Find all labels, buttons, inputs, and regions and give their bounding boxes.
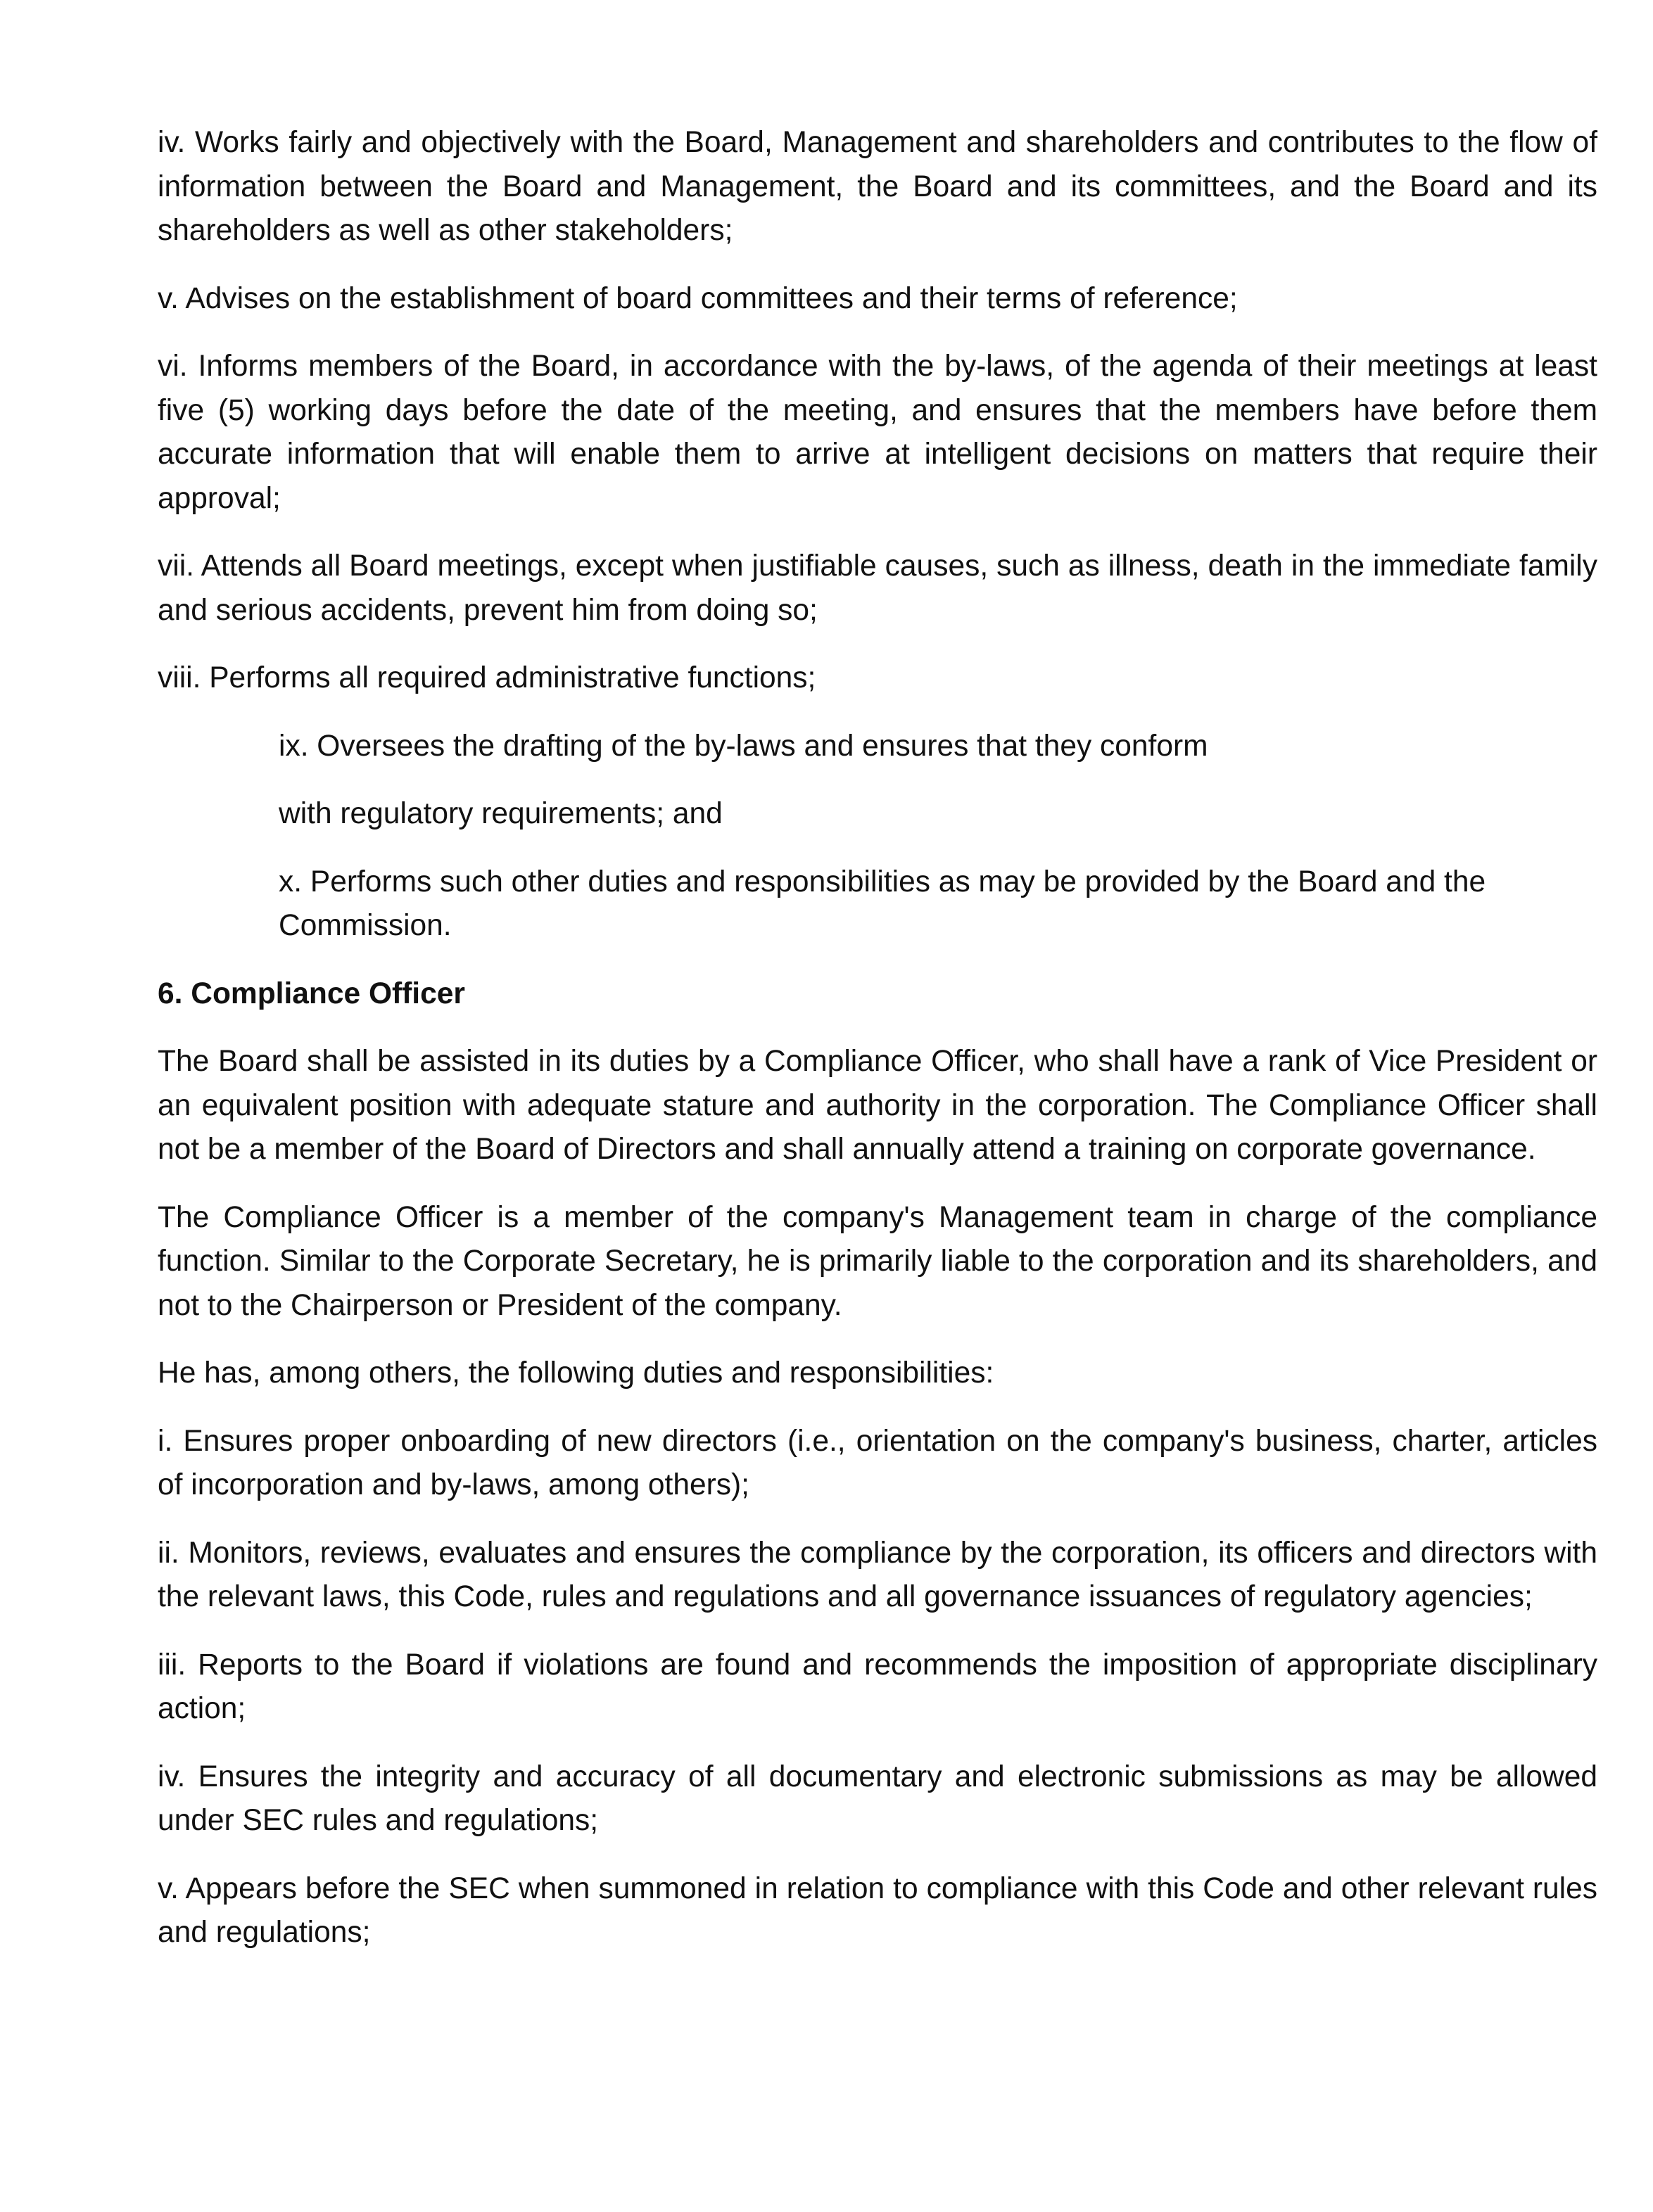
document-page [158, 121, 1597, 1979]
cs-duty-iv: iv. Works fairly and objectively with the Board, Management and shareholders and contributes to the flow of information between the Board and Management, the Board and its committees, and the Board and its shareholders as well as other stakeholders; [158, 126, 1597, 247]
co-duty-ii: ii. Monitors, reviews, evaluates and ensures the compliance by the corporation, its officers and directors with the relevant laws, this Code, rules and regulations and all governance issuances of regulatory agencies; [158, 1536, 1597, 1613]
compliance-officer-para-1: The Board shall be assisted in its duties by a Compliance Officer, who shall have a rank of Vice President or an equivalent position with adequate stature and authority in the corporation. The Compliance Officer shall not be a member of the Board of Directors and shall annually attend a training on corporate governance. [158, 1045, 1597, 1166]
cs-duty-x: x. Performs such other duties and responsibilities as may be provided by the Board and the Commission. [279, 865, 1486, 942]
cs-duty-viii: viii. Performs all required administrative functions; [158, 661, 816, 694]
compliance-officer-para-2: The Compliance Officer is a member of the company's Management team in charge of the compliance function. Similar to the Corporate Secretary, he is primarily liable to the corporation and its shareholders, and not to the Chairperson or President of the company. [158, 1200, 1597, 1322]
co-duty-v: v. Appears before the SEC when summoned in relation to compliance with this Code and other relevant rules and regulations; [158, 1871, 1597, 1949]
cs-duty-vi: vi. Informs members of the Board, in accordance with the by-laws, of the agenda of their meetings at least five (5) working days before the date of the meeting, and ensures that the members have before them accurate information that will enable them to arrive at intelligent decisions on matters that require their approval; [158, 350, 1597, 515]
cs-duty-vii: vii. Attends all Board meetings, except when justifiable causes, such as illness, death in the immediate family and serious accidents, prevent him from doing so; [158, 549, 1597, 627]
co-duty-i: i. Ensures proper onboarding of new directors (i.e., orientation on the company's business, charter, articles of incorporation and by-laws, among others); [158, 1424, 1597, 1501]
cs-duty-v: v. Advises on the establishment of board committees and their terms of reference; [158, 281, 1238, 315]
co-duty-iii: iii. Reports to the Board if violations are found and recommends the imposition of appropriate disciplinary action; [158, 1648, 1597, 1725]
cs-duty-ix-line1: ix. Oversees the drafting of the by-laws and ensures that they conform [279, 729, 1208, 763]
section-heading-compliance-officer: 6. Compliance Officer [158, 977, 465, 1010]
cs-duty-ix-line2: with regulatory requirements; and [279, 797, 723, 830]
co-duty-iv: iv. Ensures the integrity and accuracy of all documentary and electronic submissions as may be allowed under SEC rules and regulations; [158, 1760, 1597, 1837]
compliance-officer-duties-intro: He has, among others, the following duties and responsibilities: [158, 1356, 994, 1390]
